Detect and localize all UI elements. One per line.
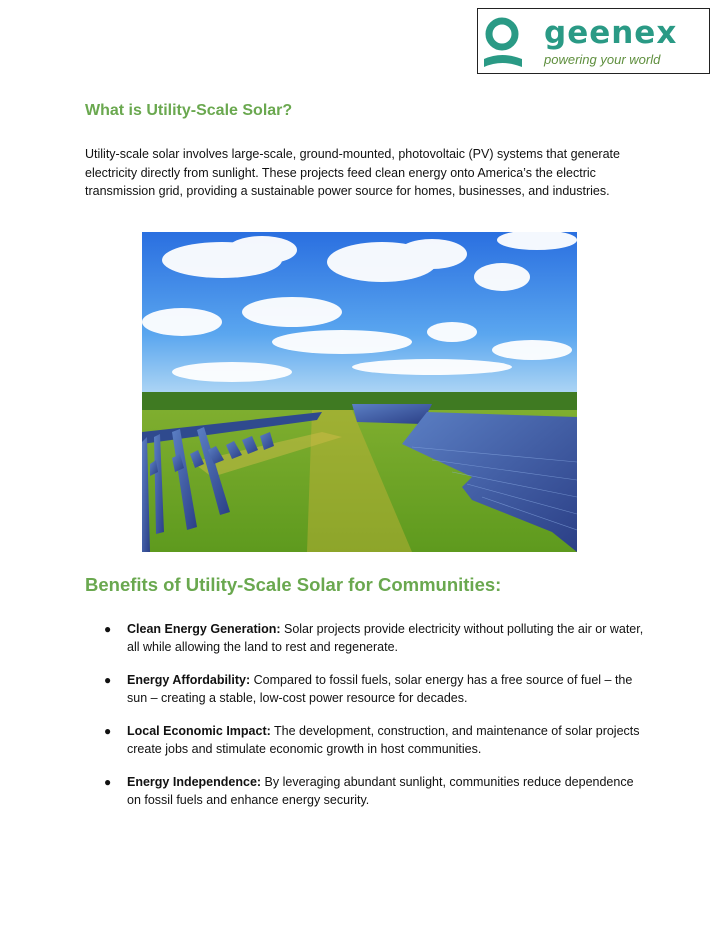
list-item: [85, 773, 645, 809]
benefit-term: Energy Independence:: [127, 775, 262, 789]
benefit-term: Clean Energy Generation:: [127, 622, 281, 636]
intro-paragraph: Utility-scale solar involves large-scale, ground-mounted, photovoltaic (PV) systems that generate electricity directly from sunlight. These projects feed clean energy onto America’s the electric transmission grid, providing a sustainable power source for homes, businesses, and industries.: [85, 147, 620, 198]
list-item: [85, 722, 645, 758]
section-title-what-is: What is Utility-Scale Solar?: [85, 102, 293, 119]
bullet: ●: [104, 622, 112, 636]
geenex-logo: [477, 8, 710, 74]
bullet: ●: [104, 775, 112, 789]
benefits-list: [85, 620, 645, 824]
benefit-term: Local Economic Impact:: [127, 724, 271, 738]
benefit-text: The development, construction, and maintenance of solar projects create jobs and stimulate economic growth in host communities.: [127, 724, 640, 756]
logo-tagline: powering your world: [544, 52, 661, 67]
list-item: [85, 671, 645, 707]
benefit-text: Compared to fossil fuels, solar energy has a free source of fuel – the sun – creating a stable, low-cost power resource for decades.: [127, 673, 633, 705]
benefit-text: Solar projects provide electricity without polluting the air or water, all while allowing the land to rest and regenerate.: [127, 622, 644, 654]
bullet: ●: [104, 673, 112, 687]
list-item: [85, 620, 645, 656]
bullet: ●: [104, 724, 112, 738]
logo-brand-text: geenex: [544, 15, 678, 51]
section-title-benefits: Benefits of Utility-Scale Solar for Communities:: [85, 574, 502, 595]
benefit-term: Energy Affordability:: [127, 673, 251, 687]
benefit-text: By leveraging abundant sunlight, communities reduce dependence on fossil fuels and enhance energy security.: [127, 775, 634, 807]
solar-farm-photo: [142, 232, 577, 552]
